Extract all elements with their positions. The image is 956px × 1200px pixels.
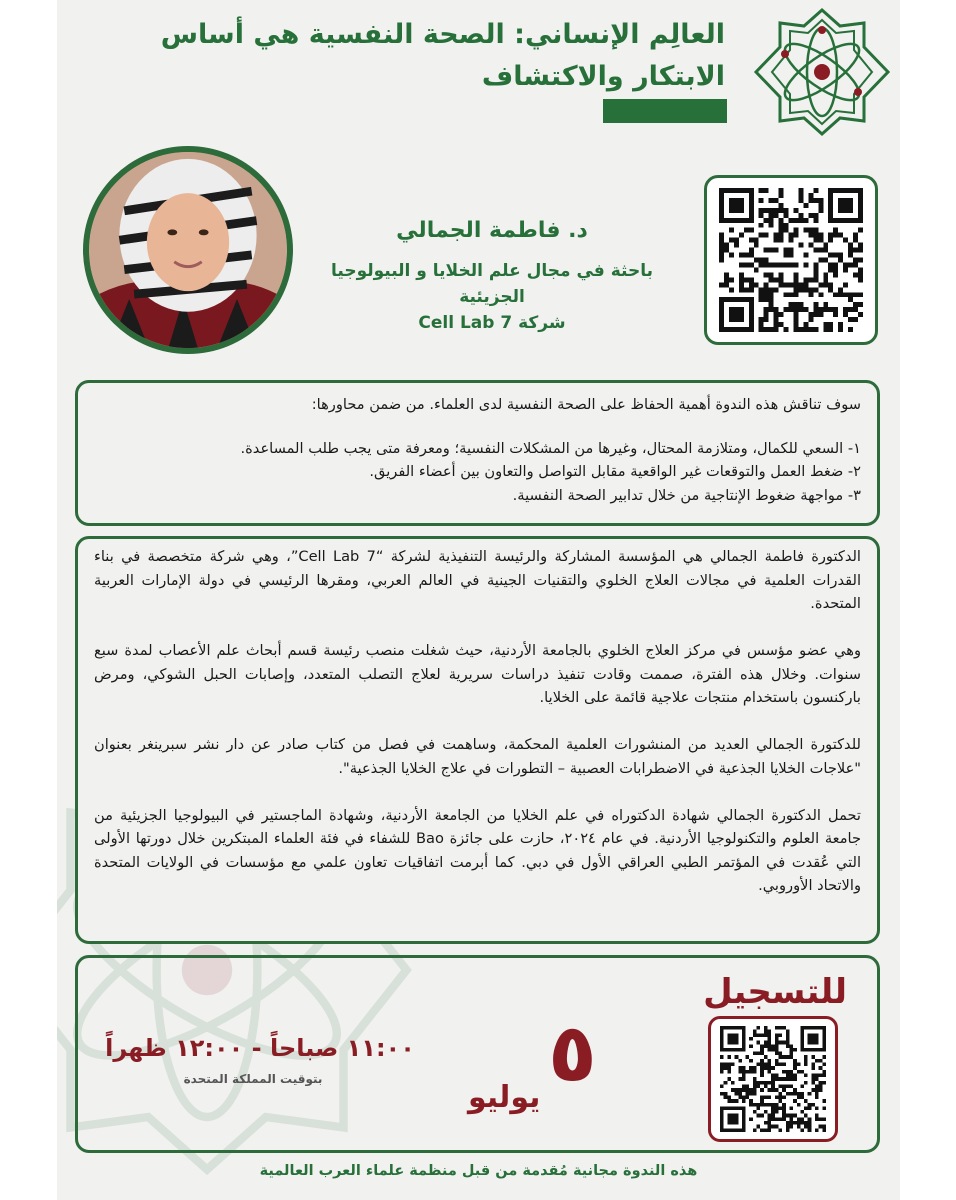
qr-code-icon: [717, 188, 865, 332]
bio-box: [75, 536, 880, 944]
title-underline-bar: [603, 99, 727, 123]
bio-paragraph: تحمل الدكتورة الجمالي شهادة الدكتوراه في علم الخلايا من الجامعة الأردنية، وشهادة الماجستير في البيولوجيا الجزيئية من جامعة العلوم والتكنولوجيا الأردنية. في عام ٢٠٢٤، حازت على جائزة Bao للشفاء في فئة العلماء المبتكرين خلال دورتها الأولى التي عُقدت في المؤتمر الطبي العراقي الأول في دبي. كما أبرمت اتفاقيات تعاون علمي مع مؤسسات في الولايات المتحدة والاتحاد الأوروبي.: [94, 806, 861, 894]
speaker-company-line: شركة Cell Lab 7: [418, 313, 566, 333]
event-time: ١١:٠٠ صباحاً - ١٢:٠٠ ظهراً: [105, 1034, 415, 1062]
event-timezone: بتوقيت المملكة المتحدة: [183, 1072, 323, 1086]
qr-code-registration[interactable]: [708, 1016, 838, 1142]
topics-box: [75, 380, 880, 526]
bio-paragraph: للدكتورة الجمالي العديد من المنشورات العلمية المحكمة، وساهمت في فصل من كتاب صادر عن دار نشر سبرينغر بعنوان "علاجات الخلايا الجذعية في الاضطرابات العصبية – التطورات في علاج الخلايا الجذعية".: [94, 736, 861, 777]
page-title: العالِم الإنساني: الصحة النفسية هي أساس الابتكار والاكتشاف: [160, 19, 725, 92]
registration-label: للتسجيل: [703, 972, 847, 1012]
topic-item: ٢- ضغط العمل والتوقعات غير الواقعية مقابل التواصل والتعاون بين أعضاء الفريق.: [369, 463, 861, 480]
qr-code-top[interactable]: [704, 175, 878, 345]
registration-box: [75, 955, 880, 1153]
speaker-name: د. فاطمة الجمالي: [396, 218, 588, 243]
event-month: يوليو: [468, 1080, 541, 1115]
topic-item: ٣- مواجهة ضغوط الإنتاجية من خلال تدابير الصحة النفسية.: [512, 486, 861, 504]
bio-paragraph: الدكتورة فاطمة الجمالي هي المؤسسة المشاركة والرئيسة التنفيذية لشركة “Cell Lab 7”، وهي شركة متخصصة في بناء القدرات العلمية في مجالات العلاج الخلوي والتقنيات الجينية في العالم العربي، ومقرها الرئيسي في دولة الإمارات العربية المتحدة.: [94, 548, 861, 612]
atom-star-logo-icon: [750, 6, 894, 138]
speaker-role-line: باحثة في مجال علم الخلايا و البيولوجيا الجزيئية: [331, 261, 653, 307]
footer-note: هذه الندوة مجانية مُقدمة من قبل منظمة علماء العرب العالمية: [259, 1163, 698, 1179]
event-day: ٥: [548, 1006, 597, 1099]
bio-paragraph: وهي عضو مؤسس في مركز العلاج الخلوي بالجامعة الأردنية، حيث شغلت منصب رئيسة قسم أبحاث علم الأعصاب لمدة سبع سنوات. وخلال هذه الفترة، صممت وقادت تنفيذ دراسات سريرية لعلاج التصلب المتعدد، وإصابات الحبل الشوكي، ومرض باركنسون باستخدام منتجات علاجية قائمة على الخلايا.: [94, 642, 861, 706]
topics-intro: سوف تناقش هذه الندوة أهمية الحفاظ على الصحة النفسية لدى العلماء. من ضمن محاورها:: [311, 396, 861, 413]
topic-item: ١- السعي للكمال، ومتلازمة المحتال، وغيرها من المشكلات النفسية؛ ومعرفة متى يجب طلب المساعدة.: [240, 439, 861, 457]
qr-code-icon: [718, 1026, 828, 1132]
speaker-role: [297, 258, 687, 336]
flyer-page: [57, 0, 900, 1200]
speaker-photo: [83, 146, 293, 354]
